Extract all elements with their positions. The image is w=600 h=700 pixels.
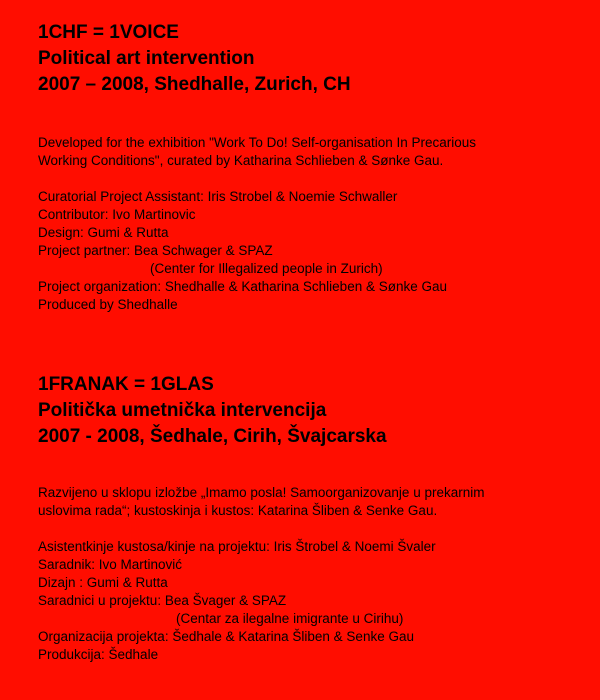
- serbian-credit-organization: Organizacija projekta: Šedhale & Katarina Šliben & Senke Gau: [38, 629, 414, 644]
- serbian-credit-project-partners: Saradnici u projektu: Bea Švager & SPAZ: [38, 593, 287, 608]
- english-credit-organization: Project organization: Shedhalle & Katharina Schlieben & Sønke Gau: [38, 279, 448, 294]
- serbian-credit-design: Dizajn : Gumi & Rutta: [38, 575, 168, 590]
- serbian-title-line: 1FRANAK = 1GLAS: [38, 374, 214, 395]
- serbian-section: [38, 372, 588, 664]
- serbian-intro-line: Razvijeno u sklopu izložbe „Imamo posla! Samoorganizovanje u prekarnim: [38, 485, 485, 500]
- serbian-credit-contributor: Saradnik: Ivo Martinović: [38, 557, 183, 572]
- serbian-credits: [38, 538, 588, 664]
- serbian-credit-producer: Produkcija: Šedhale: [38, 647, 159, 662]
- english-credit-project-partner: Project partner: Bea Schwager & SPAZ: [38, 243, 273, 258]
- serbian-subtitle-line: Politička umetnička intervencija: [38, 400, 327, 421]
- english-credit-design: Design: Gumi & Rutta: [38, 225, 169, 240]
- serbian-credit-curatorial-assistants: Asistentkinje kustosa/kinje na projektu: Iris Štrobel & Noemi Švaler: [38, 539, 436, 554]
- serbian-intro-paragraph: [38, 484, 588, 520]
- english-section: [38, 20, 588, 314]
- english-credits: [38, 188, 588, 314]
- serbian-title: [38, 372, 588, 450]
- english-credit-contributor: Contributor: Ivo Martinovic: [38, 207, 196, 222]
- english-title: [38, 20, 588, 98]
- serbian-intro-line: uslovima rada“; kustoskinja i kustos: Katarina Šliben & Senke Gau.: [38, 503, 438, 518]
- english-credit-producer: Produced by Shedhalle: [38, 297, 178, 312]
- serbian-credit-partner-note: (Centar za ilegalne imigrante u Cirihu): [176, 611, 404, 626]
- english-date-location-line: 2007 – 2008, Shedhalle, Zurich, CH: [38, 74, 351, 95]
- serbian-date-location-line: 2007 - 2008, Šedhale, Cirih, Švajcarska: [38, 426, 387, 447]
- english-title-line: 1CHF = 1VOICE: [38, 22, 179, 43]
- english-intro-line: Developed for the exhibition "Work To Do! Self-organisation In Precarious: [38, 135, 477, 150]
- english-subtitle-line: Political art intervention: [38, 48, 255, 69]
- english-credit-partner-note: (Center for Illegalized people in Zurich): [150, 261, 383, 276]
- english-intro-line: Working Conditions", curated by Katharina Schlieben & Sønke Gau.: [38, 153, 444, 168]
- english-credit-curatorial-assistant: Curatorial Project Assistant: Iris Strobel & Noemie Schwaller: [38, 189, 398, 204]
- english-intro-paragraph: [38, 134, 588, 170]
